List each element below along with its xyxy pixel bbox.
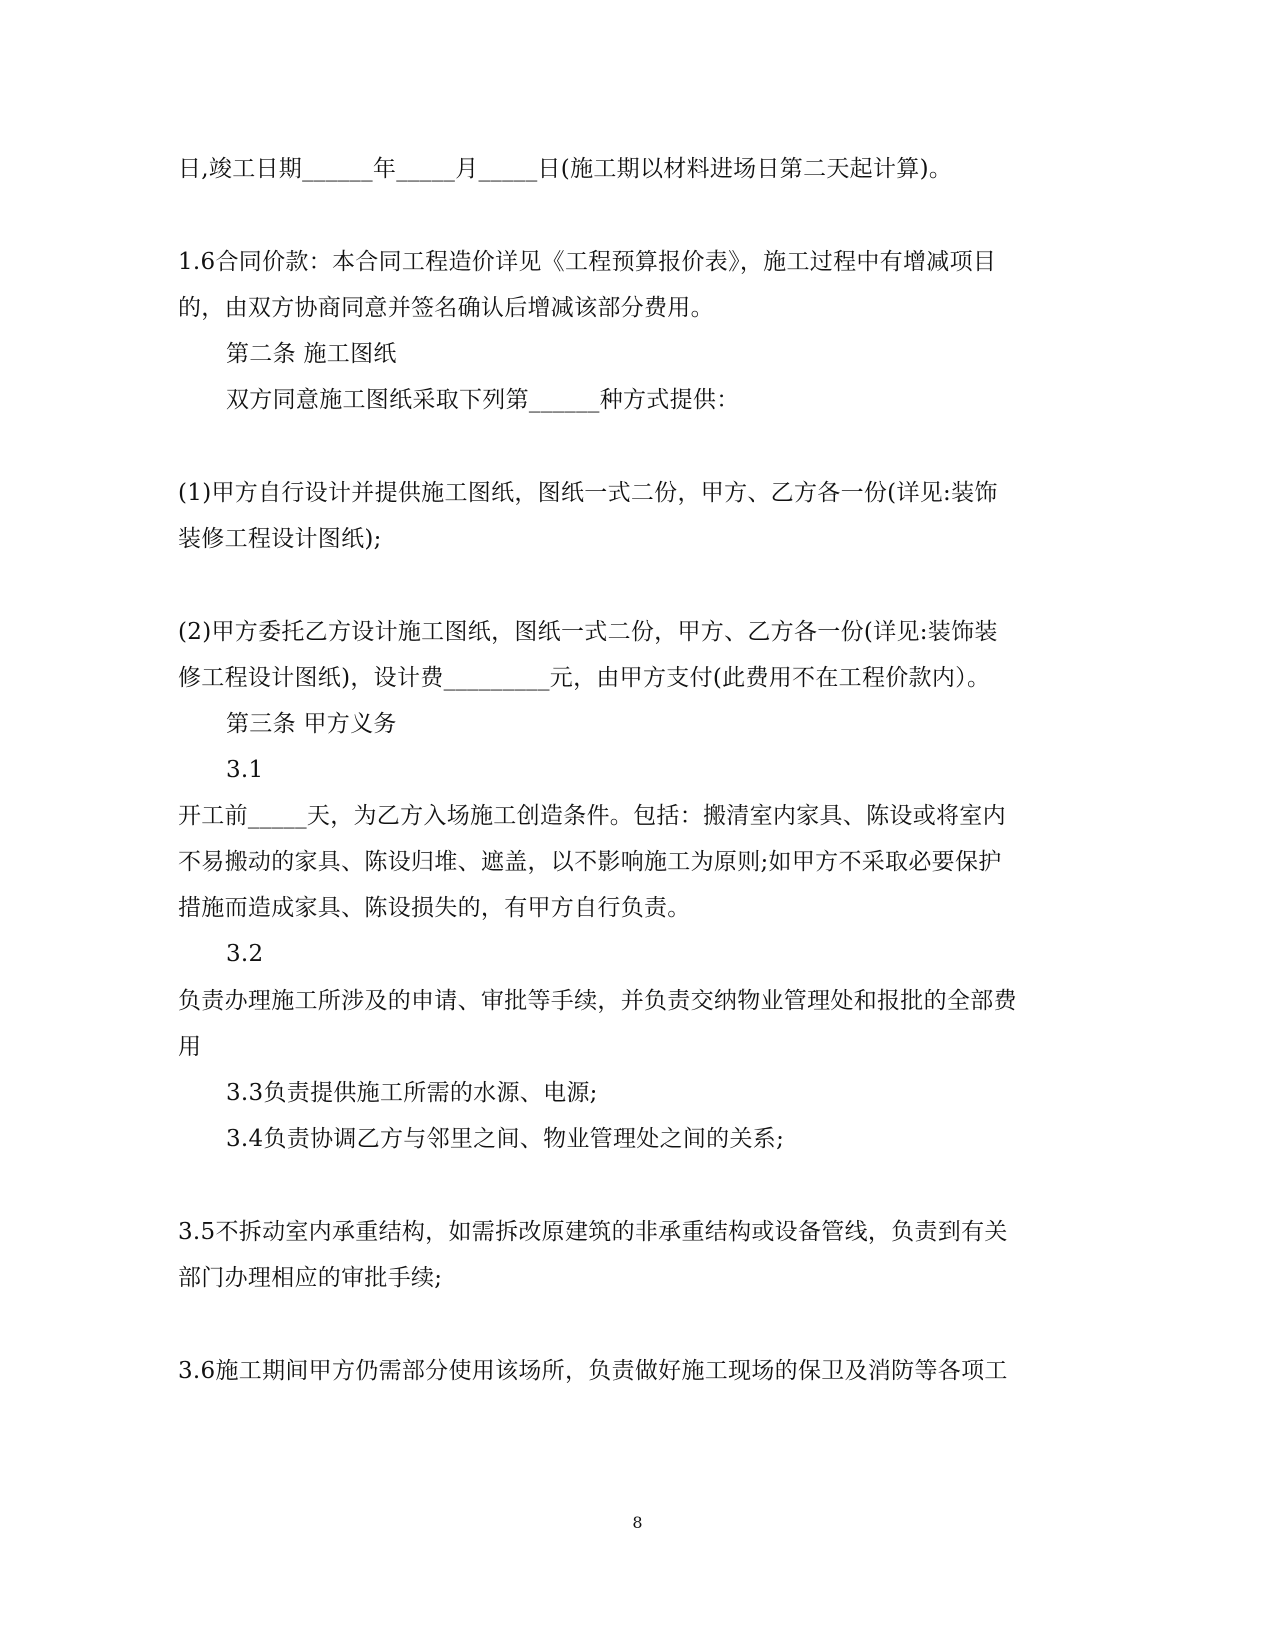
clause-number-3-1: 3.1: [226, 757, 264, 783]
text-line-clause-3-5-cont: 部门办理相应的审批手续;: [178, 1265, 443, 1291]
text-line-clause-3-3: 3.3负责提供施工所需的水源、电源;: [226, 1080, 598, 1106]
section-heading-article-3: 第三条 甲方义务: [226, 711, 397, 737]
text-line-completion-date: 日,竣工日期______年_____月_____日(施工期以材料进场日第二天起计算)。: [178, 156, 953, 182]
text-line-option-1: (1)甲方自行设计并提供施工图纸，图纸一式二份，甲方、乙方各一份(详见:装饰: [178, 480, 998, 506]
text-line-clause-3-2-cont: 用: [178, 1034, 202, 1060]
text-line-option-1-cont: 装修工程设计图纸);: [178, 526, 382, 552]
text-line-clause-3-1-cont-2: 措施而造成家具、陈设损失的，有甲方自行负责。: [178, 895, 691, 921]
text-line-clause-3-2: 负责办理施工所涉及的申请、审批等手续，并负责交纳物业管理处和报批的全部费: [178, 988, 1017, 1014]
text-line-clause-3-4: 3.4负责协调乙方与邻里之间、物业管理处之间的关系;: [226, 1126, 785, 1152]
text-line-clause-3-5: 3.5不拆动室内承重结构，如需拆改原建筑的非承重结构或设备管线，负责到有关: [178, 1219, 1008, 1245]
text-line-clause-3-1-cont-1: 不易搬动的家具、陈设归堆、遮盖，以不影响施工为原则;如甲方不采取必要保护: [178, 849, 1002, 875]
page-number: 8: [632, 1513, 643, 1532]
section-heading-article-2: 第二条 施工图纸: [226, 341, 397, 367]
text-line-contract-price: 1.6合同价款：本合同工程造价详见《工程预算报价表》，施工过程中有增减项目: [178, 249, 997, 275]
text-line-contract-price-cont: 的，由双方协商同意并签名确认后增减该部分费用。: [178, 295, 714, 321]
text-line-clause-3-6: 3.6施工期间甲方仍需部分使用该场所，负责做好施工现场的保卫及消防等各项工: [178, 1358, 1008, 1384]
text-line-option-2: (2)甲方委托乙方设计施工图纸，图纸一式二份，甲方、乙方各一份(详见:装饰装: [178, 619, 998, 645]
clause-number-3-2: 3.2: [226, 941, 264, 967]
text-line-drawing-method: 双方同意施工图纸采取下列第______种方式提供：: [226, 387, 740, 413]
text-line-clause-3-1: 开工前_____天，为乙方入场施工创造条件。包括：搬清室内家具、陈设或将室内: [178, 803, 1006, 829]
text-line-option-2-cont: 修工程设计图纸)，设计费_________元，由甲方支付(此费用不在工程价款内）。: [178, 665, 991, 691]
